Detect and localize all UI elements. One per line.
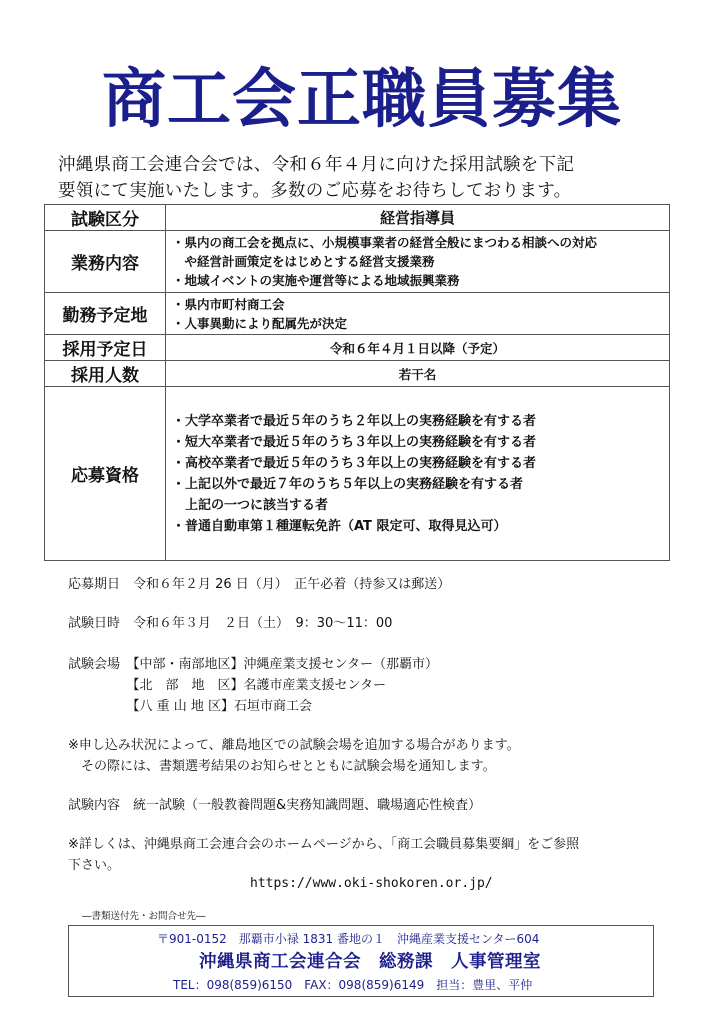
venue-north: 【北 部 地 区】名護市産業支援センター [68, 678, 386, 693]
table-row-duties [45, 231, 670, 293]
contact-organization: 沖縄県商工会連合会 総務課 人事管理室 [199, 952, 541, 972]
qualification-line: ・上記以外で最近７年のうち５年以上の実務経験を有する者 [172, 476, 524, 492]
location-label: 勤務予定地 [45, 293, 166, 335]
contact-address: 〒901-0152 那覇市小禄 1831 番地の１ 沖縄産業支援センター604 [157, 932, 540, 946]
venue-yaeyama: 【八 重 山 地 区】石垣市商工会 [68, 699, 313, 714]
qualification-line: ・短大卒業者で最近５年のうち３年以上の実務経験を有する者 [172, 434, 537, 450]
location-line: ・人事異動により配属先が決定 [172, 315, 348, 331]
table-row-headcount [45, 361, 670, 387]
duties-value [166, 231, 670, 293]
headcount-value: 若干名 [166, 361, 670, 387]
contact-heading: ―書類送付先・お問合せ先― [82, 911, 206, 922]
table-row-start-date [45, 335, 670, 361]
details-text-2: 下さい。 [68, 858, 121, 873]
qualification-line: ・普通自動車第１種運転免許（AT 限定可、取得見込可） [172, 518, 507, 534]
requirements-table [44, 204, 670, 561]
venue-central-south: 試験会場 【中部・南部地区】沖縄産業支援センター（那覇市） [68, 657, 438, 672]
qualifications-value [166, 387, 670, 561]
page-title: 商工会正職員募集 [102, 63, 622, 137]
exam-content-text: 試験内容 統一試験（一般教養問題&実務知識問題、職場適応性検査） [68, 798, 482, 813]
category-value: 経営指導員 [166, 205, 670, 231]
table-row-category [45, 205, 670, 231]
location-line: ・県内市町村商工会 [172, 296, 285, 312]
exam-date-text: 試験日時 令和６年３月 ２日（土） 9：30～11：00 [68, 616, 393, 631]
qualification-line: ・高校卒業者で最近５年のうち３年以上の実務経験を有する者 [172, 455, 537, 471]
duties-line: ・地域イベントの実施や運営等による地域振興業務 [172, 273, 460, 288]
venue-note-2: その際には、書類選考結果のお知らせとともに試験会場を通知します。 [68, 759, 496, 774]
intro-line-1: 沖縄県商工会連合会では、令和６年４月に向けた採用試験を下記 [58, 155, 575, 175]
deadline-text: 応募期日 令和６年２月 26 日（月） 正午必着（持参又は郵送） [68, 577, 451, 592]
contact-phone-fax: TEL：098(859)6150 FAX：098(859)6149 担当：豊里、平仲 [173, 978, 533, 992]
table-row-location [45, 293, 670, 335]
details-text-1: ※詳しくは、沖縄県商工会連合会のホームページから、「商工会職員募集要綱」をご参照 [68, 837, 580, 852]
qualification-line: ・大学卒業者で最近５年のうち２年以上の実務経験を有する者 [172, 413, 537, 429]
headcount-label: 採用人数 [45, 361, 166, 387]
table-row-qualifications [45, 387, 670, 561]
contact-box [68, 925, 654, 997]
intro-text [58, 152, 688, 204]
duties-line: ・県内の商工会を拠点に、小規模事業者の経営全般にまつわる相談への対応 [172, 235, 598, 250]
start-date-label: 採用予定日 [45, 335, 166, 361]
location-value [166, 293, 670, 335]
intro-line-2: 要領にて実施いたします。多数のご応募をお待ちしております。 [58, 181, 572, 201]
venue-note-1: ※申し込み状況によって、離島地区での試験会場を追加する場合があります。 [68, 738, 520, 753]
qualifications-label: 応募資格 [45, 387, 166, 561]
duties-label: 業務内容 [45, 231, 166, 293]
website-link[interactable]: https://www.oki-shokoren.or.jp/ [250, 876, 493, 891]
duties-line: や経営計画策定をはじめとする経営支援業務 [172, 254, 435, 269]
category-label: 試験区分 [45, 205, 166, 231]
qualification-line: 上記の一つに該当する者 [172, 497, 329, 513]
start-date-value: 令和６年４月１日以降（予定） [166, 335, 670, 361]
